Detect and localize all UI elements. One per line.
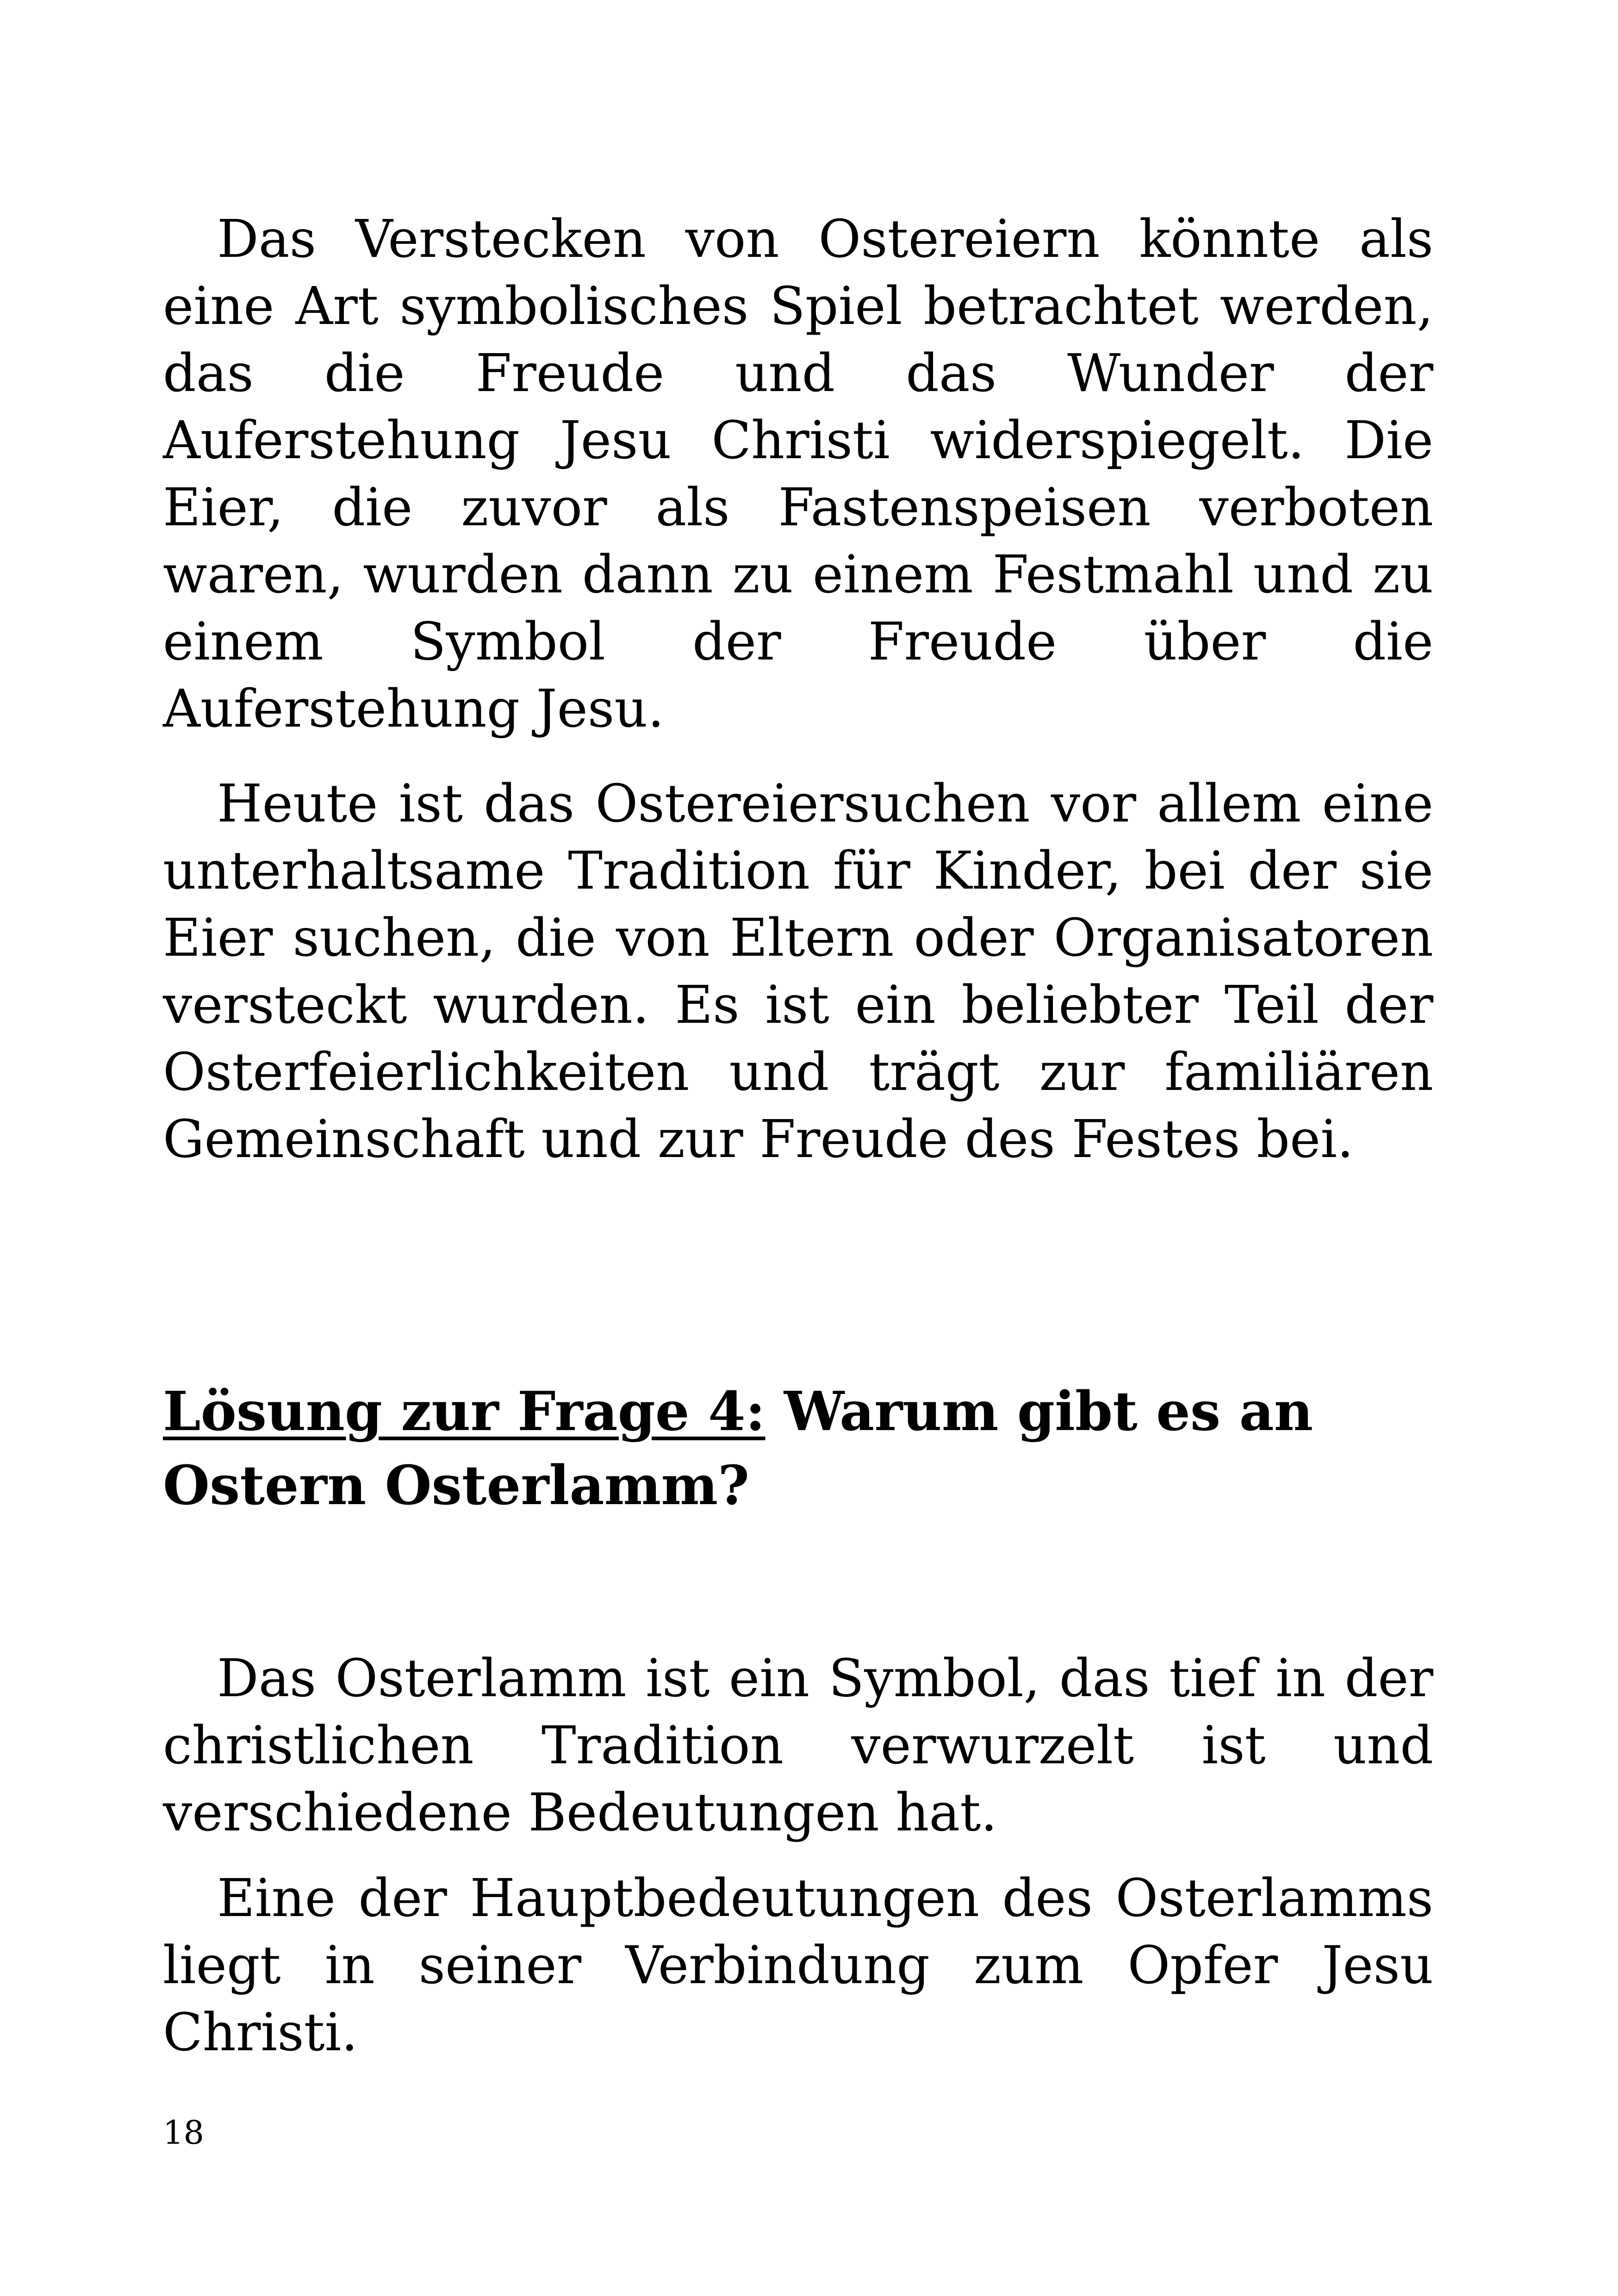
section-heading: [163, 1375, 1433, 1523]
paragraph-text: Eine der Hauptbedeutungen des Osterlamms liegt in seiner Verbindung zum Opfer Jesu Christi.: [163, 1868, 1433, 2063]
page-number: 18: [163, 2114, 205, 2152]
paragraph-text: Heute ist das Ostereiersuchen vor allem eine unterhaltsame Tradition für Kinder, bei der sie Eier suchen, die von Eltern oder Organisatoren versteckt wurden. Es ist ein beliebter Teil der Osterfeierlichkeiten und trägt zur familiären Gemeinschaft und zur Freude des Festes bei.: [163, 774, 1433, 1170]
heading-label: Lösung zur Frage 4:: [163, 1380, 765, 1443]
paragraph-easter-lamb-symbol: [163, 1645, 1433, 1847]
heading-question: Warum gibt es an Ostern Osterlamm?: [163, 1380, 1313, 1517]
paragraph-easter-egg-hunt-today: [163, 771, 1433, 1173]
paragraph-easter-egg-hiding: [163, 206, 1433, 743]
paragraph-easter-lamb-meaning: [163, 1865, 1433, 2066]
paragraph-text: Das Verstecken von Ostereiern könnte als eine Art symbolisches Spiel betrachtet werden, das die Freude und das Wunder der Auferstehung Jesu Christi widerspiegelt. Die Eier, die zuvor als Fastenspeisen verboten waren, wurden dann zu einem Festmahl und zu einem Symbol der Freude über die Auferstehung Jesu.: [163, 209, 1433, 739]
paragraph-text: Das Osterlamm ist ein Symbol, das tief in der christlichen Tradition verwurzelt ist und verschiedene Bedeutungen hat.: [163, 1649, 1433, 1843]
